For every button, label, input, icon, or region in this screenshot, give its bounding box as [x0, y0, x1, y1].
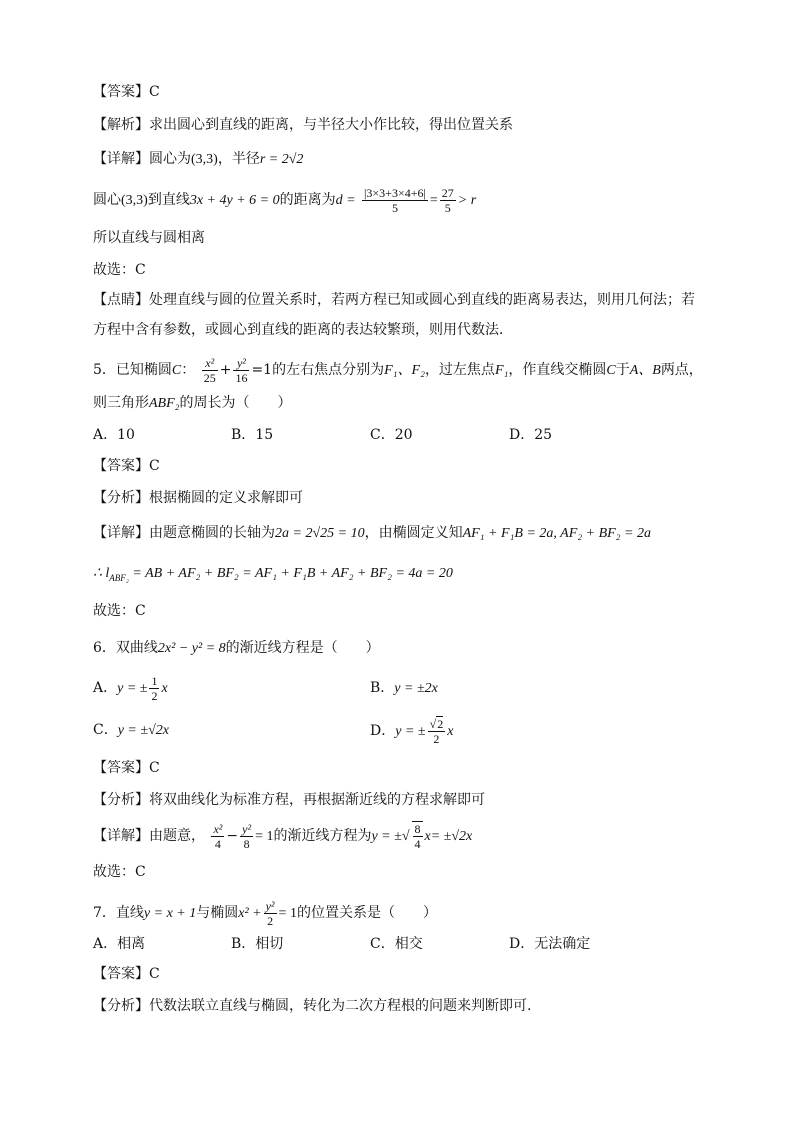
math-line-eq: 3x + 4y + 6 = 0 [189, 193, 280, 208]
text: ，作直线交椭圆 [508, 362, 607, 378]
fraction-distance [362, 186, 428, 215]
q5-option-a: A．10 [93, 427, 135, 443]
detail-text: 圆心为 [149, 151, 191, 167]
math: = ±√2x [430, 829, 473, 844]
answer-tag: 【答案】 [93, 966, 149, 982]
numerator: y² [233, 356, 249, 371]
denominator: 2 [151, 688, 158, 703]
math-center: (3,3) [191, 152, 218, 167]
math-tail: > r [457, 193, 477, 208]
text: 的渐近线方程为 [273, 828, 372, 844]
text: 由题意椭圆的长轴为 [149, 525, 275, 541]
math: y = ± [395, 724, 426, 739]
fraction-x2-4 [211, 822, 224, 851]
text: 双曲线 [115, 640, 158, 656]
analysis-text: 求出圆心到直线的距离，与半径大小作比较，得出位置关系 [149, 117, 513, 133]
math-d: d = [335, 193, 356, 208]
q6-option-a [93, 672, 168, 705]
numerator: 8 [414, 822, 421, 836]
q4-analysis-line [93, 115, 513, 135]
denominator: 2 [433, 731, 440, 746]
q6-answer-line [93, 758, 160, 778]
math: x [161, 681, 168, 696]
math: = 1 [255, 829, 274, 844]
numerator: x² [213, 821, 223, 836]
math: y = ±√2x [117, 723, 169, 738]
math-radius: r = 2√2 [259, 152, 304, 167]
q5-stem-line2 [93, 393, 292, 414]
text: 由题意， [149, 828, 205, 844]
numerator: y² [242, 821, 252, 836]
option-letter: B． [370, 680, 395, 696]
numerator: 1 [151, 673, 158, 688]
math-subscript: ABF₂ [109, 572, 129, 583]
q7-stem [93, 896, 437, 931]
denominator: 2 [267, 913, 274, 928]
q6-choice: 故选：C [93, 864, 146, 880]
q6-option-b [370, 678, 438, 699]
q6-detail-line: 【详解】由题意， $\frac{\text{x²}}{4}$ − $\frac{\text{y²}}{8}$ = 1的渐近线方程为y = ±√ $\frac{8}{4}$ x= ±√2x [93, 821, 473, 851]
text: 已知椭圆 [115, 362, 172, 378]
fraction-half [149, 674, 159, 703]
math: x² + [238, 906, 262, 921]
fraction-sqrt2-2 [428, 717, 446, 746]
math: 2a = 2√25 = 10 [275, 526, 365, 541]
answer-value: C [149, 84, 160, 100]
q4-distance-line [93, 185, 476, 216]
q5-stem-line1: 5．已知椭圆C： $\frac{\text{x²}}{25}$ + $\frac{\text{y²}}{16}$ =1的左右焦点分别为F₁、F₂，过左焦点F₁，作直线交椭圆C于A、B两点， [93, 355, 703, 385]
denominator: 4 [214, 836, 221, 851]
math: ∴ l [93, 566, 110, 581]
numerator: y² [265, 898, 275, 913]
analysis-tag: 【分析】 [93, 998, 149, 1014]
math: F₁、F₂ [384, 363, 425, 378]
denominator: 16 [235, 370, 248, 385]
text: =1的左右焦点分别为 [251, 362, 385, 378]
q7-answer-line [93, 964, 160, 984]
math: = 1 [278, 906, 297, 921]
question-number: 7． [93, 905, 116, 921]
math: y = ±2x [394, 681, 438, 696]
math: C [606, 363, 616, 378]
text: 的位置关系是（ ） [296, 905, 437, 921]
math: 2x² − y² = 8 [157, 641, 226, 656]
q4-comment-line2: 方程中含有参数，或圆心到直线的距离的表达较繁琐，则用代数法． [93, 322, 513, 338]
option-letter: C． [93, 722, 118, 738]
equals: = [429, 193, 438, 208]
detail-tag: 【详解】 [93, 525, 149, 541]
q7-option-c: C．相交 [370, 936, 423, 952]
q5-option-b: B．15 [231, 427, 274, 443]
option-letter: D． [370, 723, 396, 739]
denominator: 5 [444, 200, 451, 215]
text: ： [181, 362, 196, 378]
analysis-tag: 【分析】 [93, 490, 149, 506]
math: y = x + 1 [143, 906, 197, 921]
numerator: |3×3+3×4+6| [364, 185, 426, 200]
q5-therefore-line [93, 563, 453, 584]
answer-value: C [149, 966, 160, 982]
q5-choice: 故选：C [93, 603, 146, 619]
text: 到直线 [147, 192, 190, 208]
text: 两点， [660, 362, 703, 378]
text: ，过左焦点 [424, 362, 495, 378]
q6-analysis-line [93, 790, 485, 810]
q4-comment-line1 [93, 290, 695, 310]
q4-detail-line [93, 149, 303, 170]
denominator: 5 [391, 200, 398, 215]
text: ，由椭圆定义知 [364, 525, 463, 541]
math: F₁ [494, 363, 509, 378]
option-letter: A． [93, 680, 118, 696]
fraction-result [440, 186, 456, 215]
answer-tag: 【答案】 [93, 760, 149, 776]
numerator: x² [202, 356, 218, 371]
q4-choice: 故选：C [93, 262, 146, 278]
q5-answer-line [93, 456, 160, 476]
math: A、B [629, 363, 661, 378]
comment-text: 处理直线与圆的位置关系时，若两方程已知或圆心到直线的距离易表达，则用几何法；若 [149, 292, 695, 308]
fraction-x2-25 [202, 356, 218, 385]
analysis-text: 代数法联立直线与椭圆，转化为二次方程根的问题来判断即可. [149, 998, 532, 1014]
q5-option-d: D．25 [509, 427, 553, 443]
math: y = ± [117, 681, 148, 696]
analysis-text: 将双曲线化为标准方程，再根据渐近线的方程求解即可 [149, 792, 485, 808]
q5-option-c: C．20 [370, 427, 413, 443]
math: ABF₂ [149, 396, 180, 411]
q6-option-c [93, 720, 169, 741]
q7-option-d: D．无法确定 [509, 936, 591, 952]
comment-tag: 【点睛】 [93, 292, 149, 308]
denominator: 25 [203, 370, 216, 385]
answer-value: C [149, 760, 160, 776]
detail-tag: 【详解】 [93, 151, 149, 167]
text: 直线 [115, 905, 144, 921]
q7-option-b: B．相切 [231, 936, 284, 952]
q6-option-d [370, 714, 453, 749]
fraction-y2-8 [240, 822, 253, 851]
q7-analysis-line [93, 996, 531, 1016]
q7-option-a: A．相离 [93, 936, 146, 952]
math: C [171, 363, 182, 378]
question-number: 5． [93, 362, 116, 378]
detail-text-2: ，半径 [217, 151, 260, 167]
text: 圆心 [93, 192, 121, 208]
fraction-y2-2 [264, 899, 277, 928]
denominator: 4 [414, 837, 421, 851]
q4-conclusion: 所以直线与圆相离 [93, 230, 205, 246]
text: 的渐近线方程是（ ） [225, 640, 380, 656]
q6-stem [93, 638, 380, 659]
answer-value: C [149, 458, 160, 474]
math: AF₁ + F₁B = 2a, AF₂ + BF₂ = 2a [462, 526, 651, 541]
math: x [424, 829, 431, 844]
fraction-y2-16 [233, 356, 249, 385]
text: 则三角形 [93, 395, 149, 411]
text: 的距离为 [279, 192, 336, 208]
q4-answer-line [93, 82, 160, 102]
q5-detail-line [93, 523, 651, 544]
analysis-tag: 【解析】 [93, 117, 149, 133]
denominator: 8 [243, 836, 250, 851]
detail-tag: 【详解】 [93, 828, 149, 844]
q5-analysis-line [93, 488, 303, 508]
numerator: √2 [429, 716, 444, 731]
analysis-text: 根据椭圆的定义求解即可 [149, 490, 303, 506]
numerator: 27 [441, 185, 454, 200]
text: 的周长为（ ） [179, 395, 292, 411]
analysis-tag: 【分析】 [93, 792, 149, 808]
math: = AB + AF₂ + BF₂ = AF₁ + F₁B + AF₂ + BF₂ = 4a = 20 [128, 566, 453, 581]
answer-tag: 【答案】 [93, 84, 149, 100]
math: y = ±√ [371, 829, 410, 844]
math-center: (3,3) [121, 193, 148, 208]
text: 于 [615, 362, 630, 378]
math: x [447, 724, 454, 739]
text: 与椭圆 [196, 905, 239, 921]
fraction-sqrt-8-4 [412, 821, 423, 851]
question-number: 6． [93, 640, 116, 656]
answer-tag: 【答案】 [93, 458, 149, 474]
